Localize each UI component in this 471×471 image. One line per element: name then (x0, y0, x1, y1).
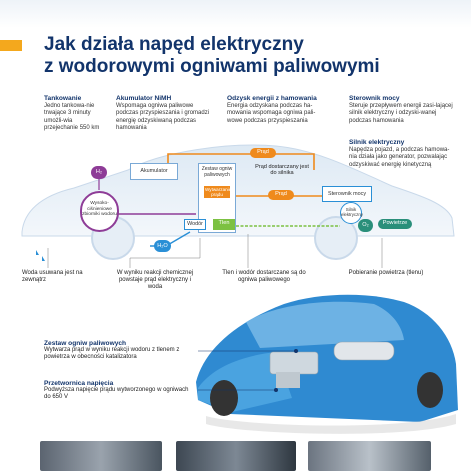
photo-thumbnail-2 (176, 441, 296, 471)
title-line-1: Jak działa napęd elektryczny (44, 34, 304, 55)
o2-badge: O₂ (358, 219, 373, 232)
current-to-motor-label: Prąd dostarczany jest do silnika (255, 164, 309, 177)
photo-thumbnail-1 (40, 441, 162, 471)
air-intake-pill: Powietrze (378, 219, 412, 229)
current-pill-top: Prąd (250, 148, 276, 158)
info-sterownik: Sterownik mocy Steruje przepływem energii zasi-lającej silnik elektryczny i odzyski-wanej podczas hamowania (349, 95, 453, 124)
h2o-badge: H₂O (154, 240, 171, 252)
h2-badge: H₂ (91, 166, 107, 179)
car-render-inverter (276, 372, 300, 388)
water-drops (36, 250, 45, 261)
oxygen-box: Tlen (213, 219, 235, 230)
power-control-unit: Sterownik mocy (322, 186, 372, 202)
car-render-front-wheel (210, 380, 238, 416)
marker-dot-zestaw (294, 349, 298, 353)
callout-voltage-converter: Przetwornica napięcia Podwyższa napięcie prądu wytworzonego w ogniwach do 650 V (44, 380, 189, 401)
electric-motor: Silnik elektryczny (340, 202, 362, 224)
car-render-glass (246, 302, 404, 348)
fuel-cell-stack-box: Zestaw ogniw paliwowych (198, 163, 236, 233)
info-akumulator: Akumulator NiMH Wspomaga ogniwa paliwowe podczas przyspieszania i gromadzi energię odzyskiwaną podczas hamowania (116, 95, 210, 131)
label-water-removed: Woda usuwana jest na zewnątrz (22, 270, 83, 283)
car-render-fuel-cell (270, 352, 318, 374)
current-pill-bottom: Prąd (268, 190, 294, 200)
marker-dot-przetwornica (274, 388, 278, 392)
info-tankowanie: Tankowanie Jedno tankowa-nie trwające 3 minuty umożli-wia przejechanie 550 km (44, 95, 100, 131)
hydrogen-box: Wodór (184, 219, 206, 230)
car-render-tank (334, 342, 394, 360)
generation-box: Wytwarzanie prądu (205, 187, 232, 198)
info-odzysk: Odzysk energii z hamowania Energia odzyskana podczas ha-mowania wspomaga ogniwa pali-wowe podczas przyspieszania (227, 95, 317, 124)
car-render-rear-wheel (417, 372, 443, 408)
label-oxygen-hydrogen: Tlen i wodór dostarczane są do ogniwa paliwowego (222, 270, 306, 283)
battery-box: Akumulator (130, 163, 178, 180)
title-line-2: z wodorowymi ogniwami paliwowymi (44, 56, 380, 77)
info-silnik: Silnik elektryczny Napędza pojazd, a podczas hamowa-nia działa jako generator, pozwalając odzyskiwać energię kinetyczną (349, 139, 450, 168)
label-air-intake: Pobieranie powietrza (tlenu) (348, 270, 424, 276)
callout-fuel-cell-stack: Zestaw ogniw paliwowych Wytwarza prąd w wyniku reakcji wodoru z tlenem z powietrza w obecności katalizatora (44, 340, 180, 361)
label-chemical-reaction: W wyniku reakcji chemicznej powstaje prąd elektryczny i woda (116, 270, 194, 290)
photo-thumbnail-3 (308, 441, 431, 471)
hydrogen-tanks: Wysoko-ciśnieniowe zbiorniki wodoru (80, 191, 119, 232)
